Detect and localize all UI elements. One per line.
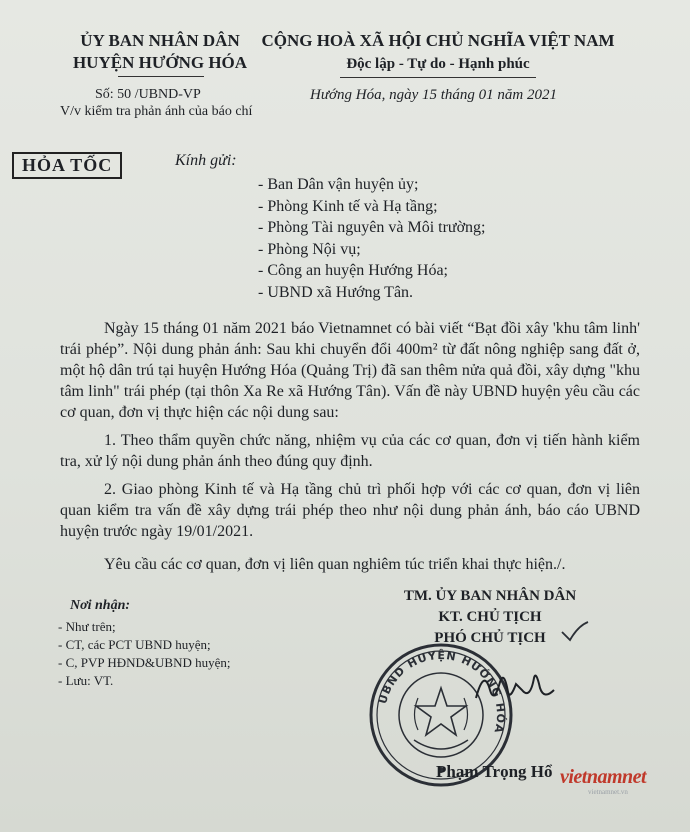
recipient-item: - Phòng Tài nguyên và Môi trường; bbox=[258, 219, 486, 236]
national-motto: Độc lập - Tự do - Hạnh phúc bbox=[346, 56, 530, 72]
sign-line-1: TM. ỦY BAN NHÂN DÂN bbox=[403, 588, 577, 604]
receiver-item: - CT, các PCT UBND huyện; bbox=[58, 637, 211, 652]
receivers-list bbox=[58, 618, 231, 690]
document-number: Số: 50 /UBND-VP bbox=[95, 87, 201, 102]
receiver-item: - Như trên; bbox=[58, 619, 116, 634]
recipient-list bbox=[258, 174, 485, 303]
receiver-item: - Lưu: VT. bbox=[58, 673, 114, 688]
receiver-item: - C, PVP HĐND&UBND huyện; bbox=[58, 655, 231, 670]
motto-underline bbox=[340, 77, 536, 78]
watermark-logo: vietnamnet bbox=[560, 766, 647, 788]
signer-name: Phạm Trọng Hổ bbox=[436, 762, 553, 781]
urgency-stamp: HỎA TỐC bbox=[12, 152, 122, 179]
document-body bbox=[60, 318, 640, 575]
recipient-item: - Phòng Kinh tế và Hạ tầng; bbox=[258, 197, 438, 215]
recipient-item: - UBND xã Hướng Tân. bbox=[258, 283, 414, 301]
body-paragraph: Ngày 15 tháng 01 năm 2021 báo Vietnamnet có bài viết “Bạt đồi xây 'khu tâm linh' trái phép”. Nội dung phản ánh: Sau khi chuyển đổi 400m² từ đất nông nghiệp sang đất ở, một hộ dân trú tại huyện Hướng Hóa (Quảng Trị) đã san thêm nửa quả đồi, xây dựng "khu tâm linh" trái phép (tại thôn Xa Re xã Hướng Tân). Vấn đề này UBND huyện yêu cầu các cơ quan, đơn vị thực hiện các nội dung sau: bbox=[60, 320, 640, 421]
signature-icon bbox=[470, 660, 560, 716]
body-item-2: 2. Giao phòng Kinh tế và Hạ tầng chủ trì phối hợp với các cơ quan, đơn vị liên quan kiểm tra vấn đề xây dựng trái phép theo như nội dung phản ánh, báo cáo UBND huyện trước ngày 19/01/2021. bbox=[60, 481, 640, 540]
issuing-agency bbox=[70, 30, 250, 74]
national-title: CỘNG HOÀ XÃ HỘI CHỦ NGHĨA VIỆT NAM bbox=[261, 31, 615, 50]
seal-text: UBND HUYỆN HƯỚNG HÓA bbox=[376, 648, 508, 736]
watermark-subtext: vietnamnet.vn bbox=[588, 788, 628, 796]
tick-mark-icon bbox=[560, 620, 590, 642]
place-date: Hướng Hóa, ngày 15 tháng 01 năm 2021 bbox=[310, 87, 558, 103]
agency-line-2: HUYỆN HƯỚNG HÓA bbox=[72, 53, 248, 72]
recipient-item: - Công an huyện Hướng Hóa; bbox=[258, 262, 448, 279]
body-closing: Yêu cầu các cơ quan, đơn vị liên quan nghiêm túc triển khai thực hiện./. bbox=[104, 556, 566, 573]
agency-line-1: ỦY BAN NHÂN DÂN bbox=[80, 31, 240, 50]
document-subject: V/v kiểm tra phản ánh của báo chí bbox=[60, 104, 253, 119]
sign-line-2: KT. CHỦ TỊCH bbox=[438, 609, 542, 625]
receivers-title: Nơi nhận: bbox=[70, 598, 131, 613]
recipient-item: - Ban Dân vận huyện ủy; bbox=[258, 176, 419, 193]
body-item-1: 1. Theo thẩm quyền chức năng, nhiệm vụ của các cơ quan, đơn vị tiến hành kiểm tra, xử lý nội dung phản ánh theo đúng quy định. bbox=[60, 432, 640, 470]
agency-underline bbox=[118, 76, 204, 77]
sign-line-3: PHÓ CHỦ TỊCH bbox=[434, 630, 546, 646]
salutation: Kính gửi: bbox=[175, 152, 237, 169]
recipient-item: - Phòng Nội vụ; bbox=[258, 240, 361, 258]
